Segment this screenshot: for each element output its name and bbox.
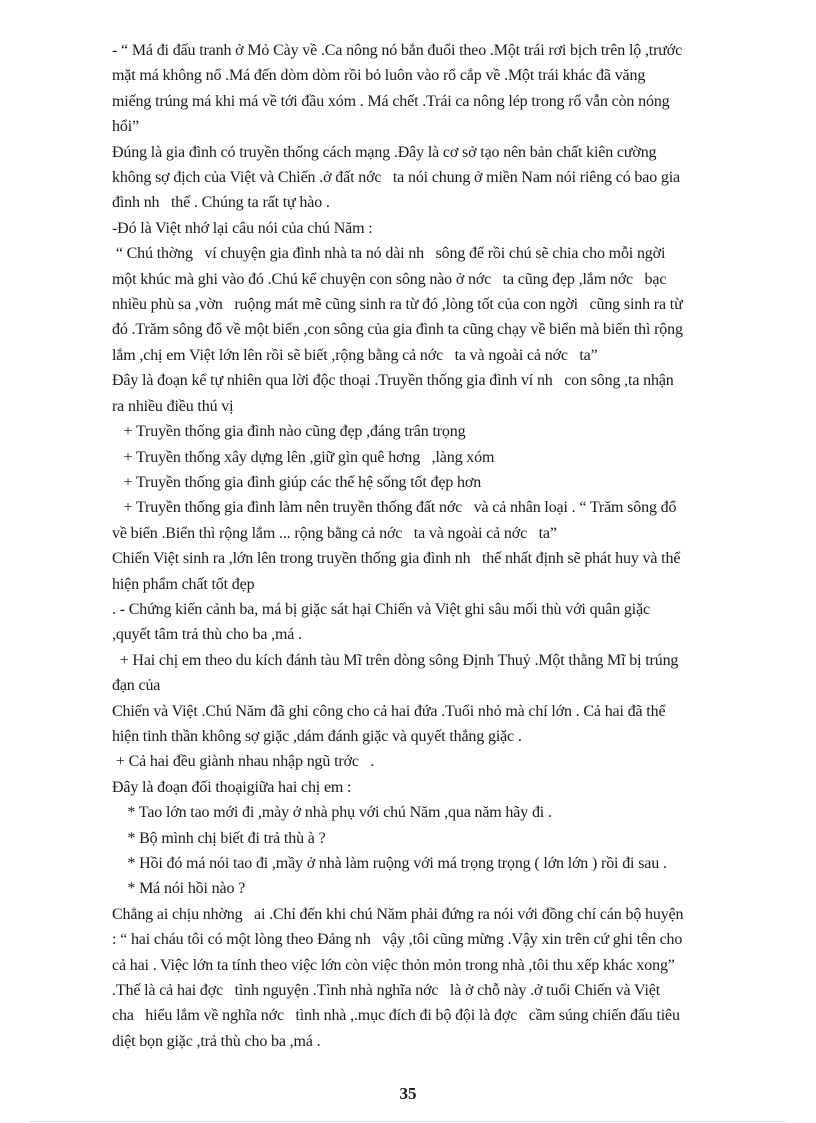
text-line: .Thế là cả hai đợc tình nguyện .Tình nhà nghĩa nớc là ở chỗ này .ở tuổi Chiến và Việt [112, 982, 660, 1000]
text-line: miếng trúng má khi má về tới đầu xóm . Má chết .Trái ca nông lép trong rổ vẫn còn nóng [112, 92, 670, 110]
footer-divider [30, 1121, 786, 1122]
text-line: về biển .Biển thì rộng lắm ... rộng bằng cả nớc ta và ngoài cả nớc ta” [112, 524, 557, 542]
text-line: mặt má không nổ .Má đến dòm dòm rồi bỏ luôn vào rổ cắp về .Một trái khác đã văng [112, 67, 646, 85]
text-line: Đây là đoạn đối thoạigiữa hai chị em : [112, 778, 352, 796]
text-line: * Hồi đó má nói tao đi ,mầy ở nhà làm ruộng với má trọng trọng ( lớn lớn ) rồi đi sau . [112, 855, 667, 872]
text-line: * Bộ mình chị biết đi trả thù à ? [112, 829, 326, 847]
text-line: không sợ địch của Việt và Chiến .ở đất nớc ta nói chung ở miền Nam nói riêng có bao gia [112, 169, 680, 187]
text-line: hiện tinh thần không sợ giặc ,dám đánh giặc và quyết thắng giặc . [112, 727, 522, 745]
text-line: - “ Má đi đấu tranh ở Mỏ Cày về .Ca nông nó bắn đuổi theo .Một trái rơi bịch trên lộ ,trước [112, 42, 683, 59]
text-line: * Má nói hồi nào ? [112, 880, 246, 898]
text-line: diệt bọn giặc ,trả thù cho ba ,má . [112, 1032, 321, 1050]
text-line: cha hiểu lắm về nghĩa nớc tình nhà ,.mục đích đi bộ đội là đợc cầm súng chiến đấu tiêu [112, 1007, 680, 1025]
text-line: ra nhiều điều thú vị [112, 397, 234, 415]
text-line: hiện phẩm chất tốt đẹp [112, 575, 255, 593]
text-line: -Đó là Việt nhớ lại câu nói của chú Năm : [112, 219, 373, 237]
text-line: hổi” [112, 118, 139, 136]
body-text [112, 38, 780, 1054]
text-line: Chiến Việt sinh ra ,lớn lên trong truyền thống gia đình nh thế nhất định sẽ phát huy và thể [112, 550, 681, 568]
text-line: + Cả hai đều giành nhau nhập ngũ trớc . [112, 753, 375, 771]
text-line: Chiến và Việt .Chú Năm đã ghi công cho cả hai đứa .Tuổi nhỏ mà chí lớn . Cả hai đã thể [112, 702, 666, 720]
text-line: đó .Trăm sông đổ về một biển ,con sông của gia đình ta cũng chạy về biển mà biển thì rộng [112, 321, 683, 339]
text-line: + Hai chị em theo du kích đánh tàu Mĩ trên dòng sông Định Thuỷ .Một thằng Mĩ bị trúng [112, 651, 679, 669]
text-line: Chẳng ai chịu nhờng ai .Chỉ đến khi chú Năm phải đứng ra nói với đồng chí cán bộ huyện [112, 905, 684, 923]
text-line: Đây là đoạn kể tự nhiên qua lời độc thoại .Truyền thống gia đình ví nh con sông ,ta nhận [112, 372, 674, 390]
text-line: + Truyền thống gia đình nào cũng đẹp ,đáng trân trọng [112, 423, 466, 441]
text-line: “ Chú thờng ví chuyện gia đình nhà ta nó dài nh sông để rồi chú sẽ chia cho mỗi ngời [112, 245, 666, 263]
text-line: đạn của [112, 677, 161, 695]
page-number: 35 [399, 1084, 417, 1103]
text-line: + Truyền thống xây dựng lên ,giữ gìn quê hơng ,làng xóm [112, 448, 495, 466]
text-line: * Tao lớn tao mới đi ,mày ở nhà phụ với chú Năm ,qua năm hãy đi . [112, 804, 552, 822]
text-line: đình nh thế . Chúng ta rất tự hào . [112, 194, 330, 212]
text-line: ,quyết tâm trả thù cho ba ,má . [112, 626, 302, 644]
text-line: . - Chứng kiến cảnh ba, má bị giặc sát hại Chiến và Việt ghi sâu mối thù với quân giặc [112, 600, 650, 618]
text-line: + Truyền thống gia đình làm nên truyền thống đất nớc và cả nhân loại . “ Trăm sông đổ [112, 499, 677, 517]
text-line: + Truyền thống gia đình giúp các thế hệ sống tốt đẹp hơn [112, 473, 482, 491]
text-line: một khúc mà ghi vào đó .Chú kể chuyện con sông nào ở nớc ta cũng đẹp ,lắm nớc bạc [112, 270, 667, 288]
text-line: lắm ,chị em Việt lớn lên rồi sẽ biết ,rộng bằng cả nớc ta và ngoài cả nớc ta” [112, 346, 598, 364]
text-line: : “ hai cháu tôi có một lòng theo Đảng nh vậy ,tôi cũng mừng .Vậy xin trên cứ ghi tên cho [112, 931, 683, 949]
text-line: Đúng là gia đình có truyền thống cách mạng .Đây là cơ sở tạo nên bản chất kiên cường [112, 143, 657, 161]
text-line: nhiều phù sa ,vờn ruộng mát mẽ cũng sinh ra từ đó ,lòng tốt của con ngời cũng sinh ra từ [112, 296, 683, 314]
text-line: cả hai . Việc lớn ta tính theo việc lớn còn việc thỏn mỏn trong nhà ,tôi thu xếp khác xong” [112, 956, 675, 974]
